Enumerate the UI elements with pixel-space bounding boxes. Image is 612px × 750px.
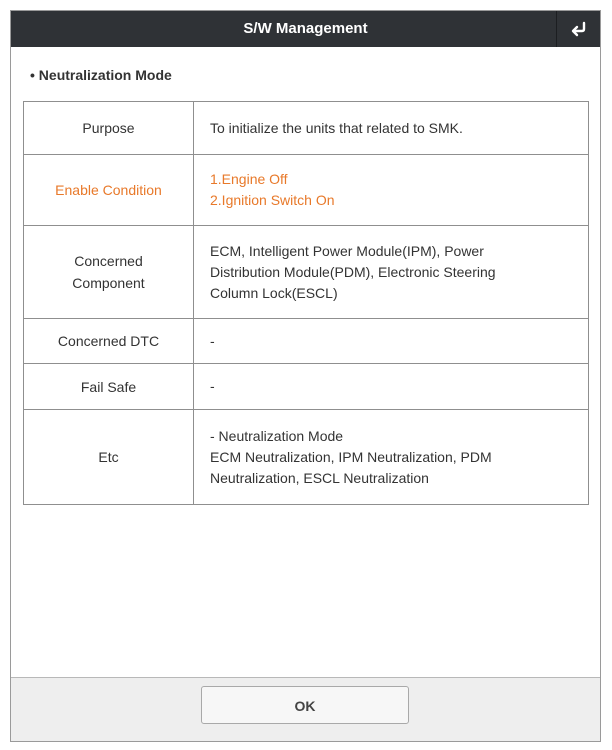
row-label-text: Etc: [98, 449, 119, 465]
row-label-text: Component: [72, 275, 145, 291]
table-row-etc: [24, 410, 589, 505]
row-label: [24, 155, 194, 226]
title-bar: [11, 11, 600, 47]
dialog-title: S/W Management: [243, 20, 368, 37]
row-value-text: 2.Ignition Switch On: [210, 192, 335, 208]
row-label: [24, 102, 194, 155]
row-value-text: To initialize the units that related to SMK.: [210, 119, 463, 136]
row-label: [24, 226, 194, 319]
row-value-text: Distribution Module(PDM), Electronic Steering: [210, 263, 496, 280]
table-row-purpose: [24, 102, 589, 155]
row-label-text: Fail Safe: [80, 378, 137, 395]
dialog-footer: [11, 677, 600, 741]
row-label-text: Concerned DTC: [57, 333, 160, 349]
section-title: • Neutralization Mode: [30, 67, 172, 83]
row-value-text: ECM Neutralization, IPM Neutralization, PDM: [210, 448, 492, 465]
row-value: [194, 155, 589, 226]
row-value-text: 1.Engine Off: [210, 171, 288, 187]
row-label-text: Enable Condition: [55, 182, 162, 198]
row-value: [194, 410, 589, 505]
back-button[interactable]: [556, 11, 600, 47]
row-label-text: Concerned: [74, 253, 143, 269]
table-row-concerned-component: [24, 226, 589, 319]
row-label-text: Purpose: [82, 120, 135, 136]
row-value: [194, 319, 589, 364]
row-value: [194, 102, 589, 155]
row-value: [194, 226, 589, 319]
info-table: [23, 101, 589, 505]
return-arrow-icon: [570, 21, 588, 37]
row-label: [24, 364, 194, 410]
row-value-text: Column Lock(ESCL): [210, 284, 338, 301]
ok-button[interactable]: OK: [201, 686, 409, 724]
table-row-fail-safe: [24, 364, 589, 410]
sw-management-dialog: [10, 10, 601, 742]
row-value-text: -: [210, 332, 215, 349]
row-value-text: Neutralization, ESCL Neutralization: [210, 469, 429, 486]
table-row-concerned-dtc: [24, 319, 589, 364]
row-label: [24, 319, 194, 364]
row-value: [194, 364, 589, 410]
row-label: [24, 410, 194, 505]
row-value-text: -: [210, 378, 215, 394]
row-value-text: ECM, Intelligent Power Module(IPM), Power: [210, 242, 484, 259]
row-value-text: - Neutralization Mode: [210, 427, 344, 444]
table-row-enable-condition: [24, 155, 589, 226]
